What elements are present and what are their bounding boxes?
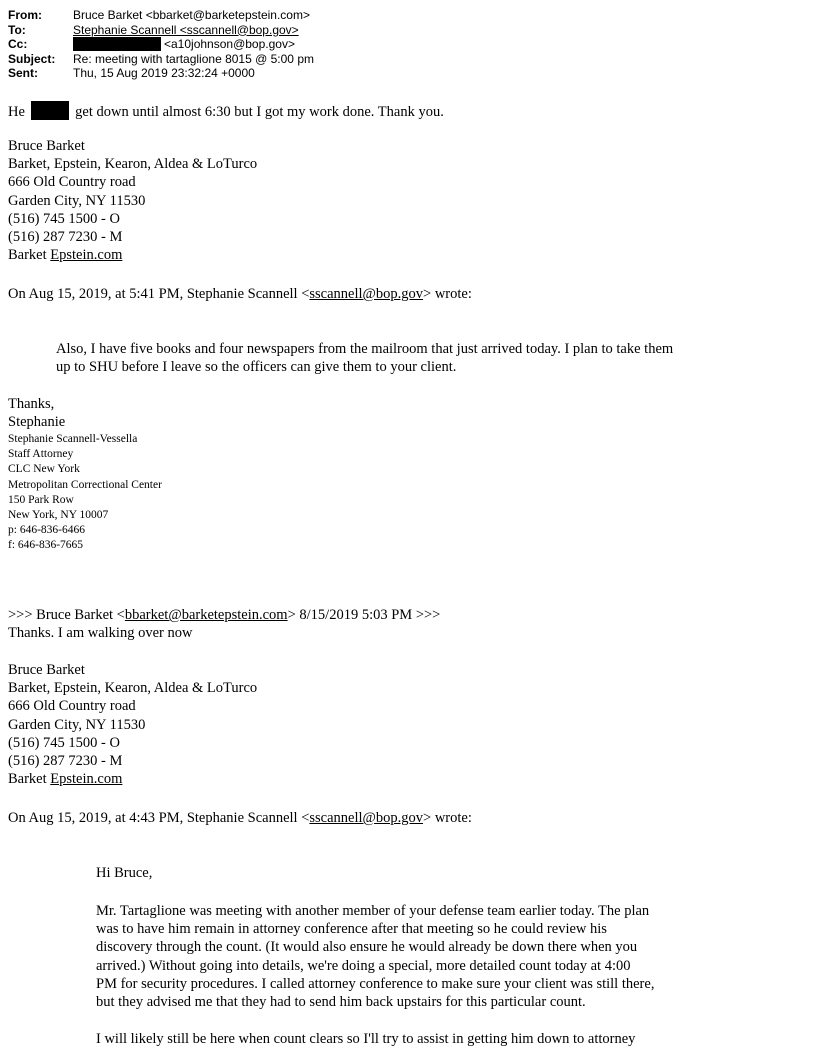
- quoted-line: PM for security procedures. I called attorney conference to make sure your client was still there,: [96, 975, 655, 992]
- staff-street: 150 Park Row: [8, 493, 74, 506]
- quoted-message: [56, 340, 673, 376]
- closing-name: Stephanie: [8, 414, 66, 431]
- quote-intro-after: > wrote:: [423, 810, 472, 826]
- email-header: [8, 8, 314, 81]
- forward-header: [8, 606, 440, 624]
- signature-phone-office: (516) 745 1500 - O: [8, 210, 120, 227]
- to-row: [8, 23, 314, 38]
- staff-title: Staff Attorney: [8, 448, 74, 461]
- redaction-box: [31, 101, 69, 120]
- signature-name: Bruce Barket: [8, 662, 85, 678]
- quote-intro-before: On Aug 15, 2019, at 5:41 PM, Stephanie Scannell <: [8, 286, 310, 302]
- signature-web-link[interactable]: Epstein.com: [50, 771, 123, 788]
- signature-web: [8, 770, 257, 788]
- signature-web: [8, 246, 257, 264]
- signature-city: Garden City, NY 11530: [8, 192, 146, 209]
- signature-web-link[interactable]: Epstein.com: [50, 247, 123, 264]
- cc-label: Cc:: [8, 37, 28, 51]
- quoted-greeting: Hi Bruce,: [96, 865, 153, 881]
- sent-value: Thu, 15 Aug 2019 23:32:24 +0000: [73, 66, 255, 80]
- quoted-line: up to SHU before I leave so the officers can give them to your client.: [56, 359, 457, 376]
- quoted-line: but they advised me that they had to send him back upstairs for this particular count.: [96, 994, 586, 1011]
- quoted-paragraph-line: I will likely still be here when count clears so I'll try to assist in getting him down to attorney: [96, 1031, 636, 1047]
- sent-row: [8, 66, 314, 81]
- cc-row: [8, 37, 314, 52]
- quote-intro-after: > wrote:: [423, 286, 472, 302]
- signature-web-prefix: Barket: [8, 771, 47, 788]
- signature-firm: Barket, Epstein, Kearon, Aldea & LoTurco: [8, 156, 258, 173]
- signature-phone-office: (516) 745 1500 - O: [8, 734, 120, 751]
- quote-intro: [8, 809, 472, 827]
- signature-address: 666 Old Country road: [8, 698, 136, 715]
- from-row: [8, 8, 314, 23]
- to-label: To:: [8, 22, 26, 37]
- quoted-line: arrived.) Without going into details, we're doing a special, more detailed count today at 4:00: [96, 957, 631, 974]
- signature-firm: Barket, Epstein, Kearon, Aldea & LoTurco: [8, 680, 258, 697]
- quoted-paragraph: [96, 902, 654, 1011]
- from-label: From:: [8, 8, 42, 22]
- quoted-line: discovery through the count. (It would also ensure he would already be down there when you: [96, 939, 638, 956]
- forward-email[interactable]: bbarket@barketepstein.com: [124, 607, 288, 623]
- staff-signature: [8, 432, 162, 554]
- signature-web-prefix: Barket: [8, 247, 47, 264]
- to-value[interactable]: Stephanie Scannell <sscannell@bop.gov>: [73, 22, 299, 37]
- signature-name: Bruce Barket: [8, 138, 85, 154]
- signature-phone-mobile: (516) 287 7230 - M: [8, 229, 123, 246]
- staff-phone: p: 646-836-6466: [8, 524, 85, 537]
- forwarded-message: [8, 606, 440, 642]
- cc-value: <a10johnson@bop.gov>: [164, 37, 295, 51]
- signature-city: Garden City, NY 11530: [8, 716, 146, 733]
- forward-suffix: > 8/15/2019 5:03 PM >>>: [287, 607, 441, 623]
- staff-full-name: Stephanie Scannell-Vessella: [8, 433, 138, 445]
- reply-line: [8, 101, 444, 121]
- staff-office: CLC New York: [8, 463, 80, 476]
- reply-before: He: [8, 104, 25, 120]
- quoted-line: Mr. Tartaglione was meeting with another member of your defense team earlier today. The plan: [96, 903, 650, 919]
- signature-block: [8, 661, 257, 788]
- closing: [8, 395, 65, 431]
- staff-fax: f: 646-836-7665: [8, 539, 84, 552]
- quote-intro-email[interactable]: sscannell@bop.gov: [309, 810, 424, 826]
- from-value: Bruce Barket <bbarket@barketepstein.com>: [73, 8, 310, 22]
- closing-thanks: Thanks,: [8, 396, 55, 412]
- quoted-line: was to have him remain in attorney conference after that meeting so he could review his: [96, 921, 607, 938]
- forward-prefix: >>> Bruce Barket <: [8, 607, 125, 623]
- staff-city: New York, NY 10007: [8, 509, 109, 522]
- quoted-line: Also, I have five books and four newspapers from the mailroom that just arrived today. I plan to take them: [56, 341, 674, 357]
- subject-value: Re: meeting with tartaglione 8015 @ 5:00 pm: [73, 51, 314, 66]
- signature-block: [8, 137, 257, 264]
- forward-body: Thanks. I am walking over now: [8, 625, 193, 642]
- quote-intro-email[interactable]: sscannell@bop.gov: [309, 286, 424, 302]
- subject-row: [8, 52, 314, 67]
- sent-label: Sent:: [8, 66, 38, 80]
- quote-intro-before: On Aug 15, 2019, at 4:43 PM, Stephanie Scannell <: [8, 810, 310, 826]
- quote-intro: [8, 285, 472, 303]
- staff-facility: Metropolitan Correctional Center: [8, 478, 162, 491]
- signature-phone-mobile: (516) 287 7230 - M: [8, 753, 123, 770]
- redaction-box: [73, 37, 161, 51]
- subject-label: Subject:: [8, 51, 56, 66]
- reply-after: get down until almost 6:30 but I got my work done. Thank you.: [75, 104, 444, 120]
- signature-address: 666 Old Country road: [8, 174, 136, 191]
